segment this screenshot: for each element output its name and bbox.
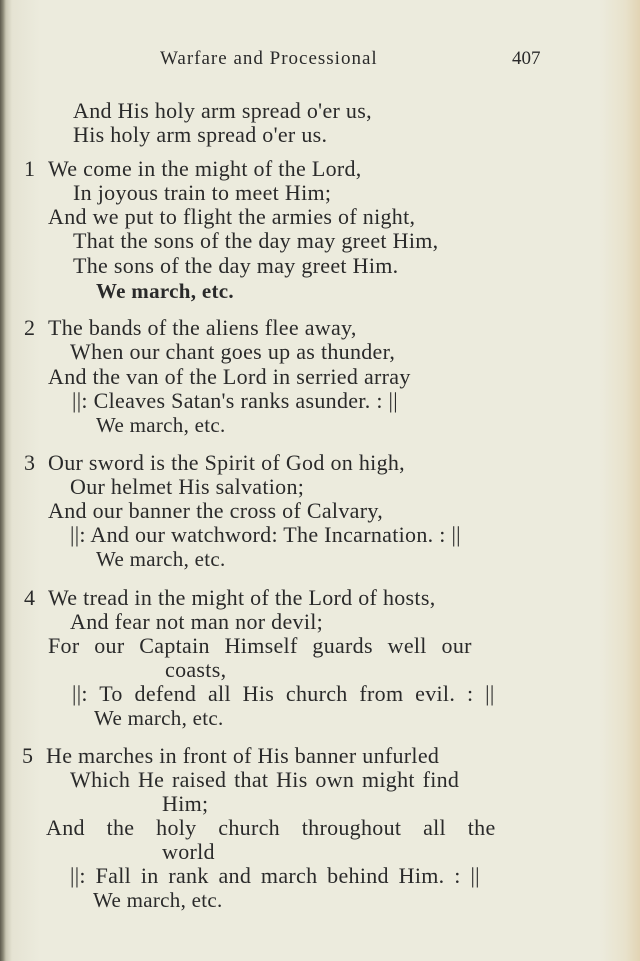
verse-line: coasts,: [165, 657, 227, 682]
verse-line: The bands of the aliens flee away,: [48, 315, 357, 340]
verse-line: ||: Cleaves Satan's ranks asunder. : ||: [72, 388, 398, 413]
stanza-number: 5: [22, 743, 33, 768]
verse-line: And we put to flight the armies of night,: [48, 204, 416, 229]
verse-line: That the sons of the day may greet Him,: [73, 228, 439, 253]
verse-line: Him;: [162, 791, 209, 816]
verse-line: world: [162, 839, 215, 864]
page-number: 407: [512, 48, 541, 69]
verse-line: We tread in the might of the Lord of hosts,: [48, 585, 436, 610]
stanza-number: 2: [24, 315, 35, 340]
refrain-line: We march, etc.: [96, 547, 226, 571]
verse-line: And our banner the cross of Calvary,: [48, 498, 383, 523]
stanza-number: 3: [24, 450, 35, 475]
page-header: [0, 48, 640, 76]
verse-line: Which He raised that His own might find: [70, 767, 460, 792]
refrain-line: We march, etc.: [93, 888, 223, 912]
verse-line: And the holy church throughout all the: [46, 815, 496, 840]
verse-line: ||: And our watchword: The Incarnation. : ||: [70, 522, 461, 547]
verse-line: In joyous train to meet Him;: [73, 180, 332, 205]
verse-line: When our chant goes up as thunder,: [70, 339, 396, 364]
verse-line: He marches in front of His banner unfurled: [46, 743, 440, 768]
verse-line: His holy arm spread o'er us.: [73, 122, 328, 147]
verse-line: And fear not man nor devil;: [70, 609, 324, 634]
verse-line: Our helmet His salvation;: [70, 474, 305, 499]
stanza-number: 1: [24, 156, 35, 181]
verse-line: And the van of the Lord in serried array: [48, 364, 411, 389]
refrain-line: We march, etc.: [94, 706, 224, 730]
verse-line: We come in the might of the Lord,: [48, 156, 362, 181]
verse-line: ||: To defend all His church from evil. : ||: [72, 681, 495, 706]
stanza-number: 4: [24, 585, 35, 610]
verse-line: The sons of the day may greet Him.: [73, 253, 399, 278]
refrain-line: We march, etc.: [96, 279, 234, 303]
verse-line: Our sword is the Spirit of God on high,: [48, 450, 405, 475]
running-title: Warfare and Processional: [160, 48, 378, 69]
verse-line: And His holy arm spread o'er us,: [73, 98, 372, 123]
refrain-line: We march, etc.: [96, 413, 226, 437]
verse-line: For our Captain Himself guards well our: [48, 633, 472, 658]
verse-line: ||: Fall in rank and march behind Him. : ||: [70, 863, 480, 888]
